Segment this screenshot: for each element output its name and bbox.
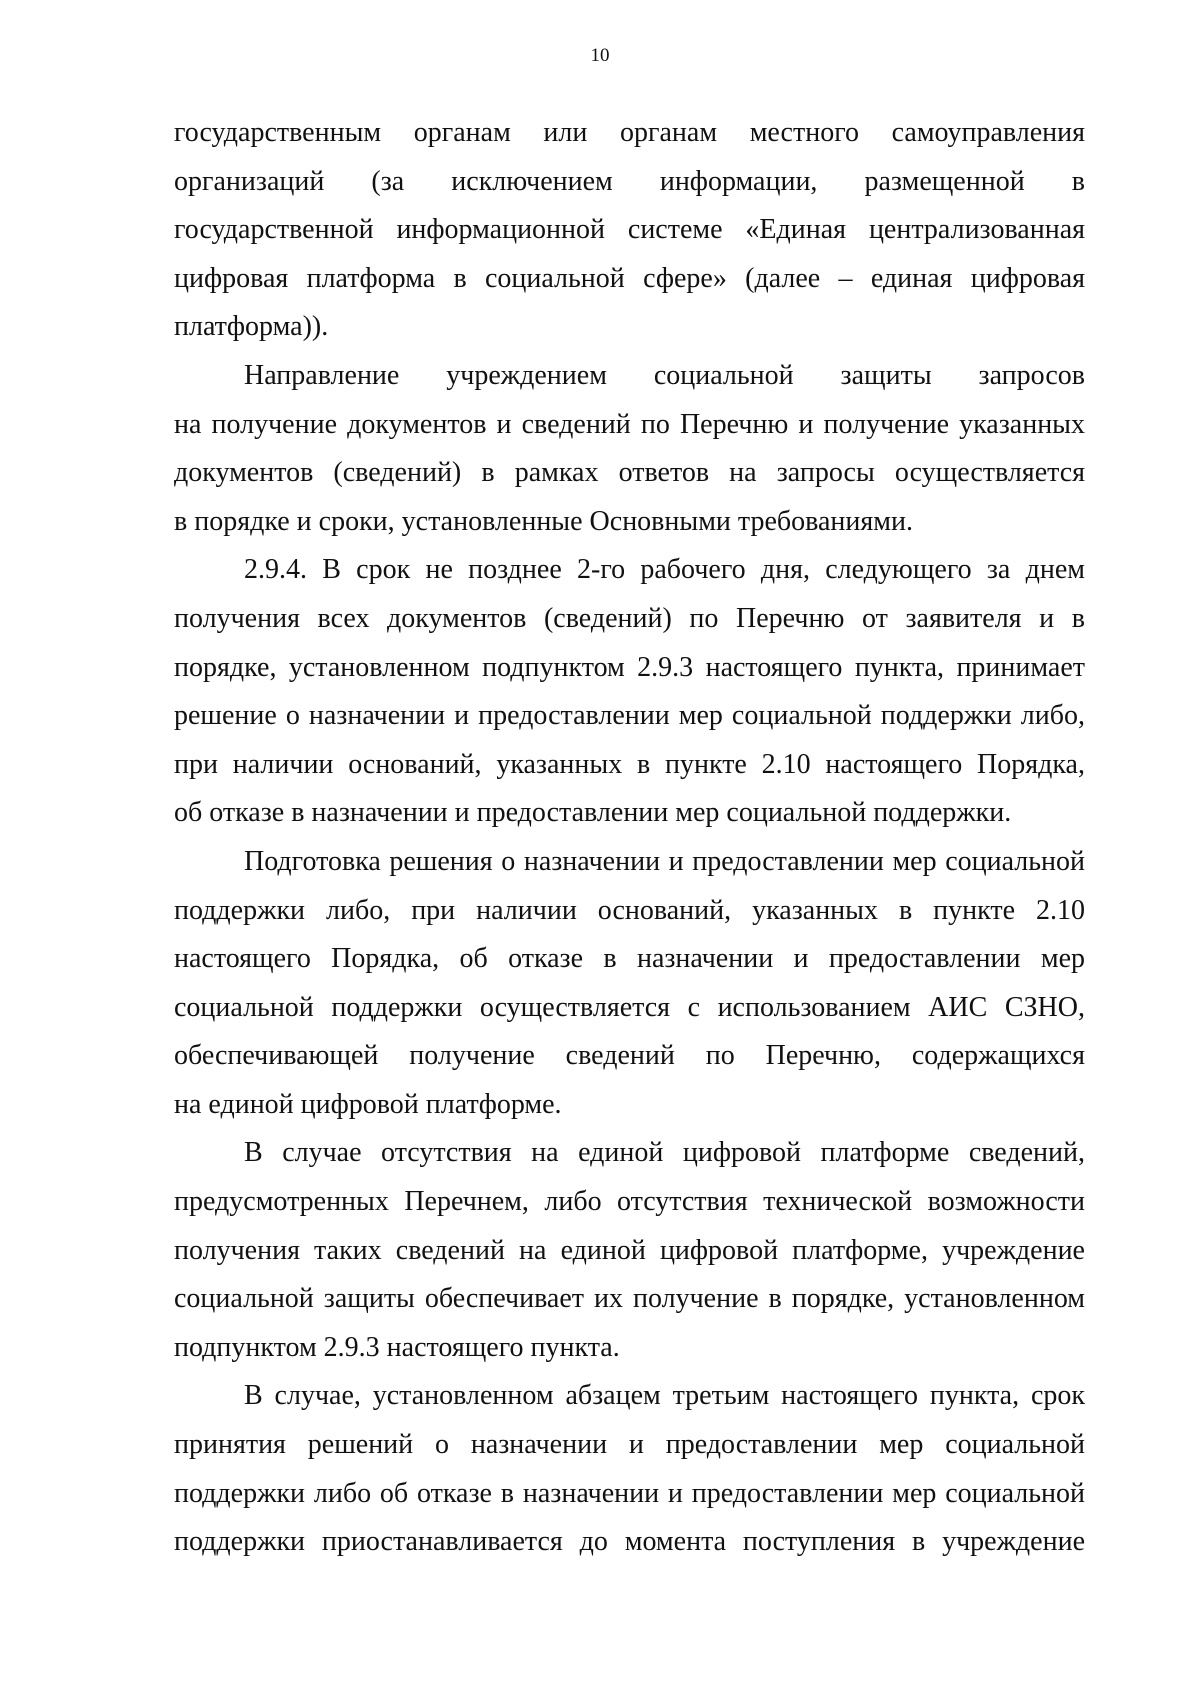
paragraph: [174, 1129, 1085, 1372]
text-line: на получение документов и сведений по Перечню и получение указанных: [174, 408, 1085, 440]
text-line: поддержки приостанавливается до момента поступления в учреждение: [174, 1526, 1085, 1558]
text-line: цифровая платформа в социальной сфере» (далее – единая цифровая: [174, 262, 1085, 294]
text-line: государственным органам или органам местного самоуправления: [174, 117, 1085, 148]
text-line: в порядке и сроки, установленные Основными требованиями.: [174, 505, 913, 537]
text-line: В случае отсутствия на единой цифровой платформе сведений,: [244, 1137, 1085, 1169]
paragraph: [174, 109, 1085, 352]
text-line: В случае, установленном абзацем третьим настоящего пункта, срок: [244, 1380, 1085, 1412]
text-line: порядке, установленном подпунктом 2.9.3 настоящего пункта, принимает: [174, 651, 1085, 683]
text-line: при наличии оснований, указанных в пункте 2.10 настоящего Порядка,: [174, 748, 1085, 780]
text-line: решение о назначении и предоставлении мер социальной поддержки либо,: [174, 700, 1085, 732]
text-line: поддержки либо, при наличии оснований, указанных в пункте 2.10: [174, 894, 1085, 926]
document-body: [174, 109, 1085, 1567]
text-line: Подготовка решения о назначении и предоставлении мер социальной: [244, 845, 1085, 877]
text-line: платформа)).: [174, 311, 329, 343]
paragraph: [174, 1372, 1085, 1566]
text-line: об отказе в назначении и предоставлении мер социальной поддержки.: [174, 797, 1012, 829]
text-line: предусмотренных Перечнем, либо отсутствия технической возможности: [174, 1186, 1085, 1218]
text-line: 2.9.4. В срок не позднее 2-го рабочего дня, следующего за днем: [244, 554, 1085, 586]
paragraph: [174, 838, 1085, 1130]
text-line: поддержки либо об отказе в назначении и предоставлении мер социальной: [174, 1477, 1085, 1509]
text-line: принятия решений о назначении и предоставлении мер социальной: [174, 1429, 1085, 1461]
text-line: на единой цифровой платформе.: [174, 1088, 562, 1120]
text-line: получения таких сведений на единой цифровой платформе, учреждение: [174, 1234, 1085, 1266]
paragraph: [174, 546, 1085, 838]
text-line: получения всех документов (сведений) по Перечню от заявителя и в: [174, 602, 1085, 634]
page-number: 10: [590, 45, 610, 66]
text-line: настоящего Порядка, об отказе в назначении и предоставлении мер: [174, 943, 1085, 975]
paragraph: [174, 352, 1085, 546]
text-line: социальной защиты обеспечивает их получение в порядке, установленном: [174, 1283, 1085, 1315]
text-line: Направление учреждением социальной защиты запросов: [244, 359, 1085, 391]
text-line: обеспечивающей получение сведений по Перечню, содержащихся: [174, 1040, 1085, 1072]
text-line: государственной информационной системе «Единая централизованная: [174, 214, 1085, 246]
text-line: подпунктом 2.9.3 настоящего пункта.: [174, 1331, 620, 1363]
text-line: организаций (за исключением информации, размещенной в: [174, 165, 1085, 197]
text-line: социальной поддержки осуществляется с использованием АИС СЗНО,: [174, 991, 1085, 1023]
text-line: документов (сведений) в рамках ответов на запросы осуществляется: [174, 457, 1085, 489]
